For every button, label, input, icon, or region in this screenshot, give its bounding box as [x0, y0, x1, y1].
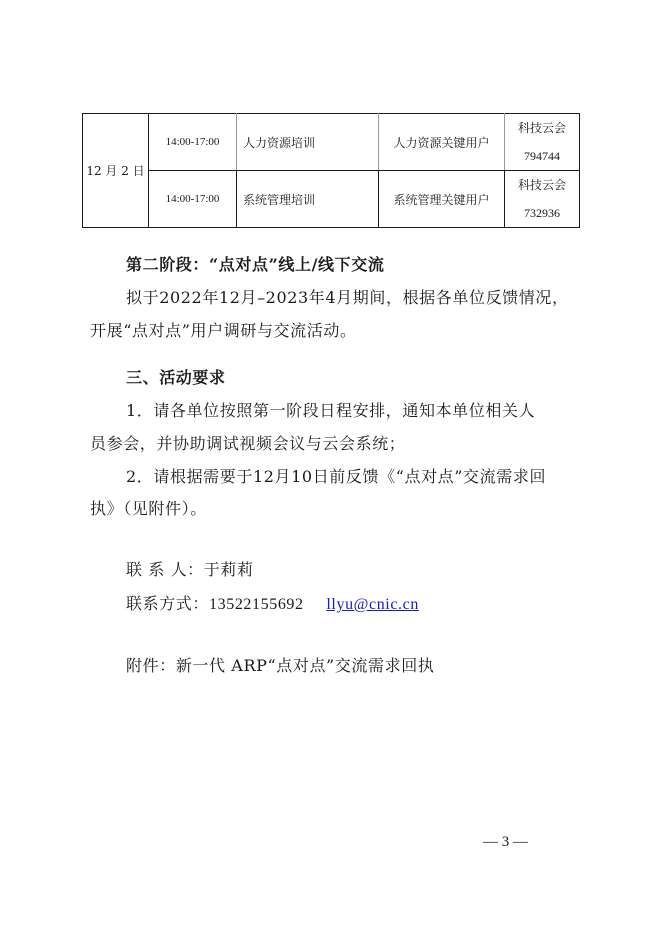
requirement-2-line2: 执》（见附件）。	[90, 499, 207, 518]
room-name: 科技云会	[517, 121, 566, 135]
requirement-2-line1: 2．请根据需要于12月10日前反馈《“点对点”交流需求回	[126, 467, 547, 486]
contact-person-label: 联 系 人：	[126, 560, 204, 579]
table-row	[83, 114, 580, 171]
attachment-label: 附件：	[126, 656, 176, 675]
attachment-line	[126, 653, 434, 676]
time-cell: 14:00-17:00	[149, 171, 237, 228]
phase2-paragraph-line2: 开展“点对点”用户调研与交流活动。	[90, 321, 357, 340]
contact-method-label: 联系方式：	[126, 594, 210, 613]
table-row	[83, 171, 580, 228]
room-id: 794744	[524, 149, 560, 163]
contact-person	[126, 557, 254, 580]
room-name: 科技云会	[517, 178, 566, 192]
audience-cell: 人力资源关键用户	[379, 114, 505, 171]
page-number: — 3 —	[483, 834, 528, 850]
contact-method	[126, 591, 419, 614]
requirement-1-line2: 员参会，并协助调试视频会议与云会系统；	[90, 434, 406, 453]
room-id: 732936	[524, 206, 560, 220]
audience-cell: 系统管理关键用户	[379, 171, 505, 228]
schedule-table	[82, 113, 580, 228]
phase2-heading: 第二阶段：“点对点”线上/线下交流	[126, 255, 385, 274]
contact-phone: 13522155692	[209, 596, 304, 613]
time-cell: 14:00-17:00	[149, 114, 237, 171]
course-cell: 人力资源培训	[237, 114, 379, 171]
attachment-title: 新一代 ARP“点对点”交流需求回执	[175, 656, 435, 675]
requirement-1-line1: 1．请各单位按照第一阶段日程安排，通知本单位相关人	[126, 401, 536, 420]
section3-heading: 三、活动要求	[126, 368, 226, 387]
contact-person-name: 于莉莉	[203, 560, 254, 579]
date-cell: 12 月 2 日	[83, 114, 149, 228]
contact-email-link[interactable]: llyu@cnic.cn	[326, 596, 419, 613]
room-cell	[505, 171, 580, 228]
course-cell: 系统管理培训	[237, 171, 379, 228]
room-cell	[505, 114, 580, 171]
phase2-paragraph-line1: 拟于2022年12月–2023年4月期间，根据各单位反馈情况，	[126, 288, 569, 307]
